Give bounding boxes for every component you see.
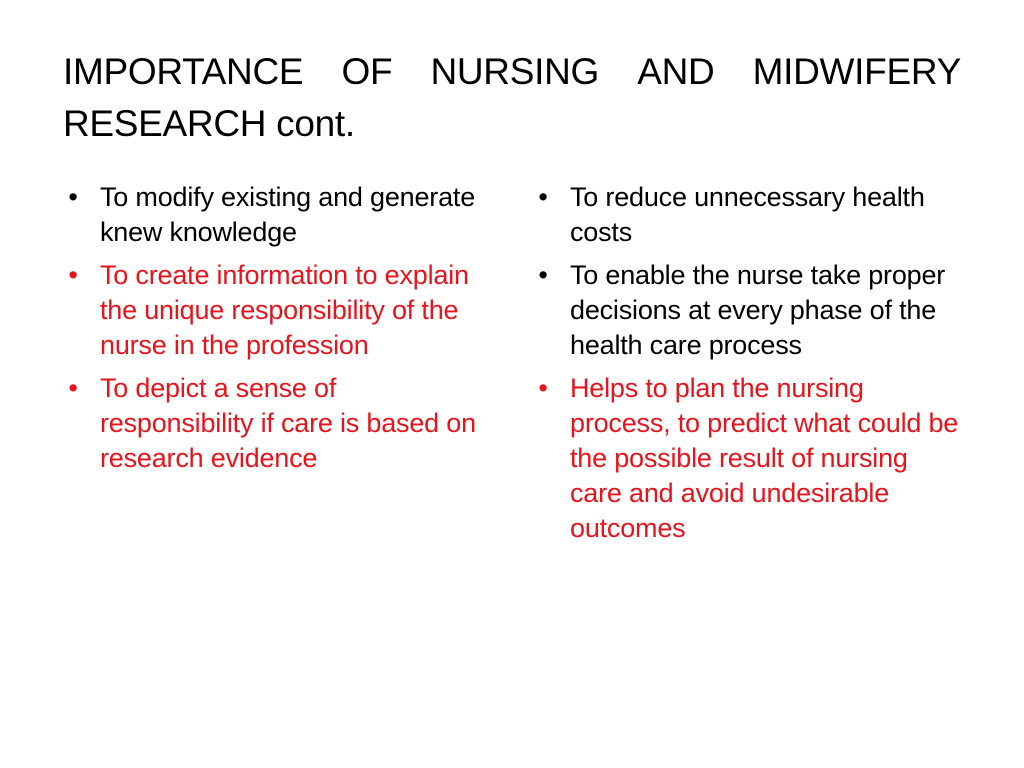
bullet-item: • To enable the nurse take proper decisions at every phase of the health care process bbox=[533, 258, 961, 363]
bullet-item: • To modify existing and generate knew knowledge bbox=[63, 180, 495, 250]
slide-title-line-2: RESEARCH cont. bbox=[63, 103, 355, 144]
title-word: AND bbox=[637, 51, 715, 92]
slide-title bbox=[63, 46, 961, 150]
left-bullet-list bbox=[63, 180, 495, 484]
bullet-item-highlighted: • Helps to plan the nursing process, to predict what could be the possible result of nursing care and avoid undesirable outcomes bbox=[533, 371, 961, 546]
title-word: MIDWIFERY bbox=[752, 51, 961, 92]
bullet-item-highlighted: • To depict a sense of responsibility if care is based on research evidence bbox=[63, 371, 495, 476]
slide-title-line-1 bbox=[63, 46, 961, 98]
title-word: NURSING bbox=[430, 51, 599, 92]
title-word: OF bbox=[341, 51, 393, 92]
right-bullet-list bbox=[533, 180, 961, 554]
title-word: IMPORTANCE bbox=[63, 51, 304, 92]
bullet-item: • To reduce unnecessary health costs bbox=[533, 180, 961, 250]
bullet-item-highlighted: • To create information to explain the unique responsibility of the nurse in the profession bbox=[63, 258, 495, 363]
